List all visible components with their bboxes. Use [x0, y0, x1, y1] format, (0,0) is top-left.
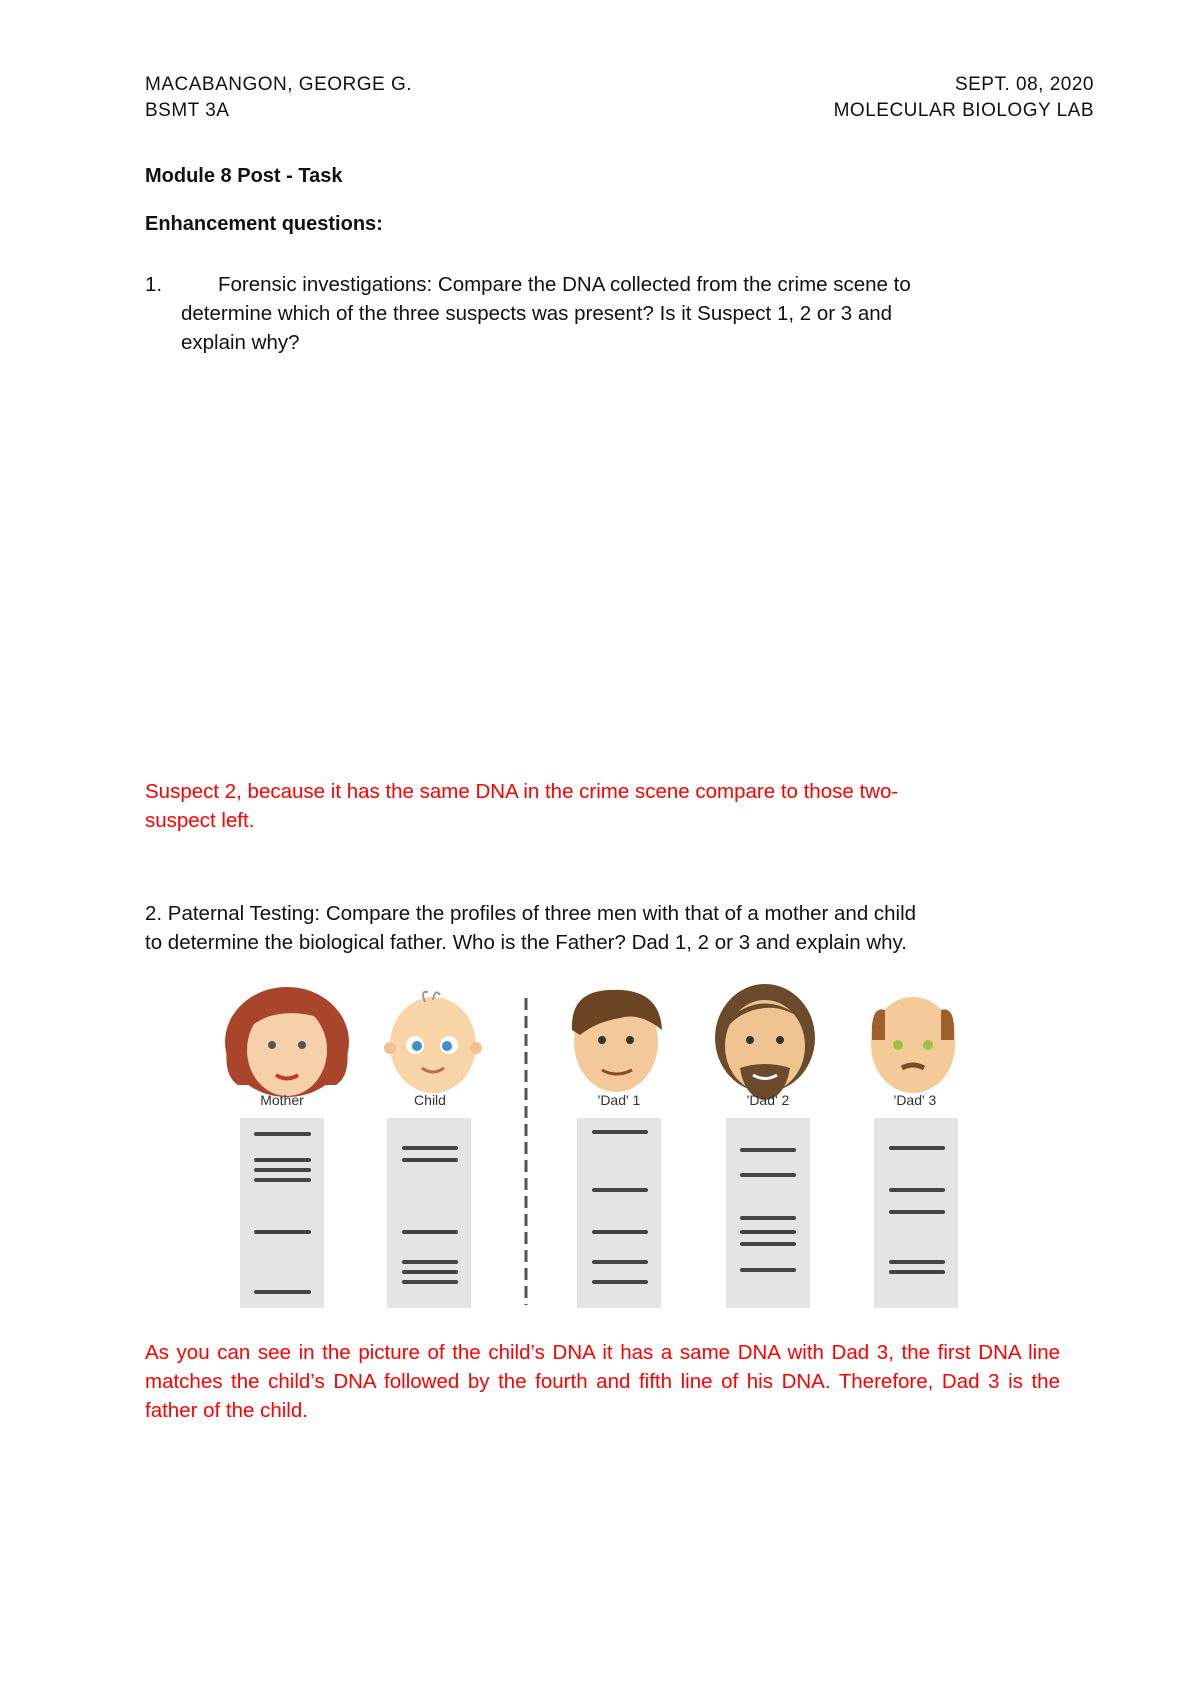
label-dad-1: 'Dad' 1 — [597, 1092, 641, 1108]
answer-1-line-1: Suspect 2, because it has the same DNA in the crime scene compare to those two- — [145, 780, 899, 803]
student-section: BSMT 3A — [145, 100, 230, 121]
label-dad-3: 'Dad' 3 — [893, 1092, 937, 1108]
question-1-line-2: determine which of the three suspects was present? Is it Suspect 1, 2 or 3 and — [181, 302, 893, 325]
mother-face-icon — [225, 987, 349, 1097]
question-1-line-1: Forensic investigations: Compare the DNA collected from the crime scene to — [218, 273, 911, 296]
question-1-line-3: explain why? — [181, 331, 300, 354]
gel-lane-dad-1 — [577, 1118, 661, 1308]
label-mother: Mother — [260, 1092, 304, 1108]
student-name: MACABANGON, GEORGE G. — [145, 74, 413, 95]
question-2-line-1: 2. Paternal Testing: Compare the profiles of three men with that of a mother and child — [145, 902, 917, 925]
label-dad-2: 'Dad' 2 — [746, 1092, 790, 1108]
dad-3-face-icon — [871, 997, 955, 1093]
dad-2-face-icon — [715, 984, 815, 1100]
header-date: SEPT. 08, 2020 — [954, 74, 1094, 95]
gel-lane-dad-2 — [726, 1118, 810, 1308]
answer-2: As you can see in the picture of the child’s DNA it has a same DNA with Dad 3, the first DNA line matches the child’s DNA followed by the fourth and fifth line of his DNA. Therefore, Dad 3 is the father of the child. — [145, 1341, 1060, 1422]
course-name: MOLECULAR BIOLOGY LAB — [833, 100, 1094, 121]
gel-lane-mother — [240, 1118, 324, 1308]
question-1-number: 1. — [145, 273, 163, 296]
question-2-line-2: to determine the biological father. Who is the Father? Dad 1, 2 or 3 and explain why. — [145, 931, 907, 954]
child-face-icon — [384, 992, 482, 1093]
answer-1-line-2: suspect left. — [145, 809, 255, 832]
label-child: Child — [414, 1092, 446, 1108]
module-title: Module 8 Post - Task — [145, 165, 343, 187]
enhancement-title: Enhancement questions: — [145, 213, 383, 235]
dad-1-face-icon — [572, 990, 662, 1092]
